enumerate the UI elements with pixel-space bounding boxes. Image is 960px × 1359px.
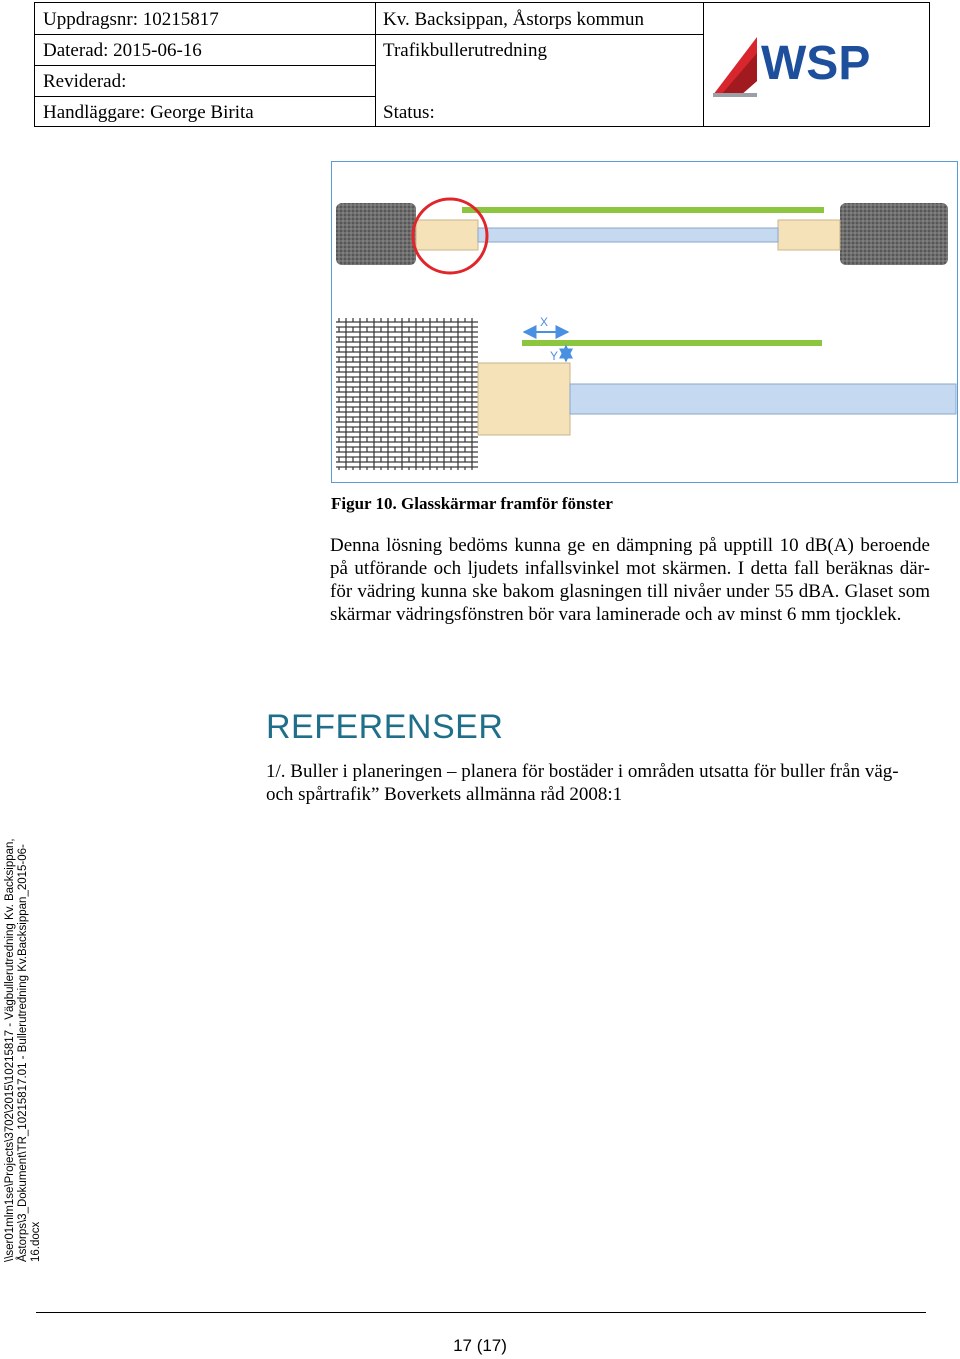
body-paragraph: Denna lösning bedöms kunna ge en dämpning på upptill 10 dB(A) beroende på utförande och ljudets infallsvinkel mot skärmen. I detta fall beräknas där-för vädring kunna ske bakom glasningen till nivåer under 55 dBA. Glaset som skärmar vädringsfönstren bör vara laminerade och av minst 6 mm tjocklek. <box>330 535 930 625</box>
frame-left <box>416 220 478 250</box>
label-x: X <box>540 315 549 329</box>
file-path-line: \\ser01mlm1se\Projects\3702\2015\10215817 - Vägbullerutredning Kv. Backsippan, <box>4 838 16 1262</box>
logo-text: WSP <box>761 37 871 90</box>
glass-screen-bottom <box>522 340 822 346</box>
uppdragsnr: Uppdragsnr: 10215817 <box>43 9 219 30</box>
status: Status: <box>383 102 435 123</box>
figure-glass-screen <box>331 161 958 483</box>
wall-left <box>336 203 416 265</box>
frame-bottom <box>478 363 570 435</box>
footer-rule <box>36 1312 926 1313</box>
wsp-logo <box>711 23 901 103</box>
glass-pane-bottom <box>570 384 956 414</box>
project-name: Kv. Backsippan, Åstorps kommun <box>383 9 645 30</box>
daterad: Daterad: 2015-06-16 <box>43 40 202 61</box>
frame-right <box>778 220 840 250</box>
document-type: Trafikbullerutredning <box>383 40 547 61</box>
figure-diagram <box>332 162 957 482</box>
handlaggare: Handläggare: George Birita <box>43 102 254 123</box>
page-number: 17 (17) <box>453 1336 507 1355</box>
glass-screen-top <box>462 207 824 213</box>
figure-caption: Figur 10. Glasskärmar framför fönster <box>331 494 613 513</box>
glass-pane-top <box>478 228 778 242</box>
brick-wall <box>336 318 478 470</box>
header-divider <box>703 3 704 126</box>
file-path-sidebar <box>4 817 43 1262</box>
logo-base <box>713 93 757 97</box>
label-y: Y <box>550 349 559 363</box>
file-path-line: Åstorps\3_Dokument\TR_10215817.01 - Bullerutredning Kv.Backsippan_2015-06-16.docx <box>17 844 42 1262</box>
reviderad: Reviderad: <box>43 71 127 92</box>
reference-item: 1/. Buller i planeringen – planera för bostäder i områden utsatta för buller från väg- och spårtrafik” Boverkets allmänna råd 2008:1 <box>266 761 899 805</box>
header-table <box>34 2 930 127</box>
wall-right <box>840 203 948 265</box>
references-heading: REFERENSER <box>266 708 504 746</box>
